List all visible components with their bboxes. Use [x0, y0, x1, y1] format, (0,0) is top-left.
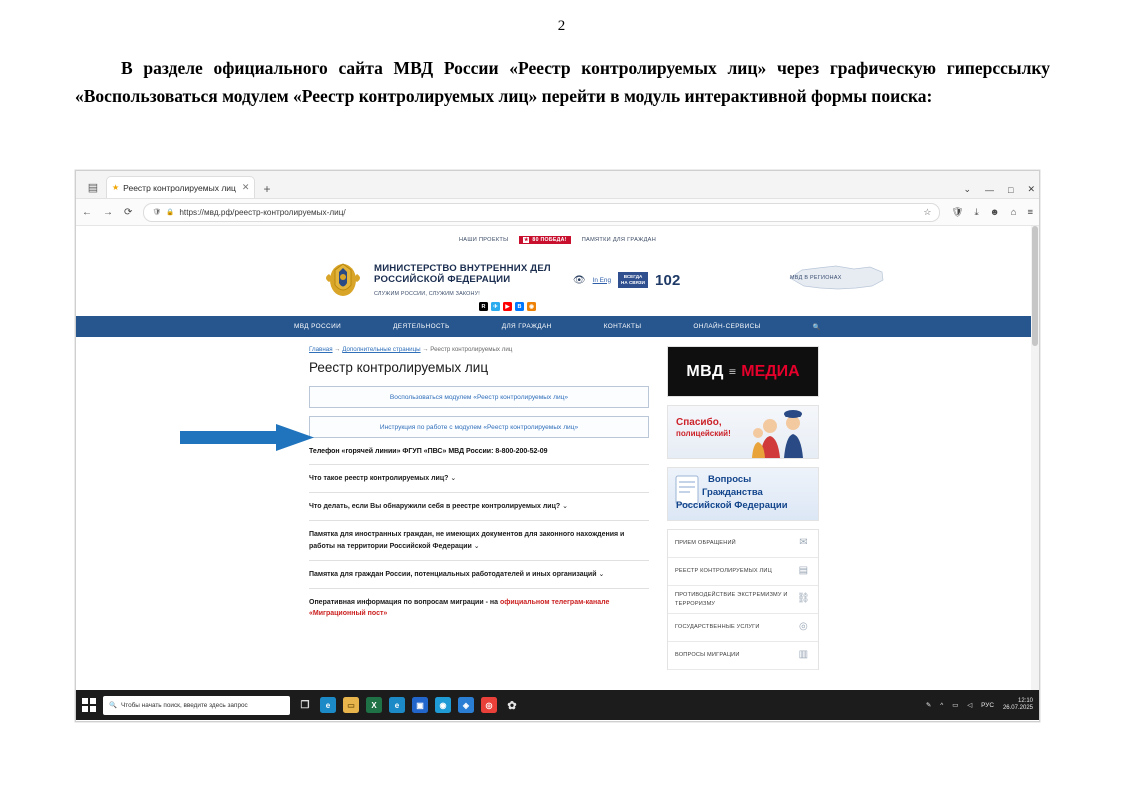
page-content [76, 337, 1039, 670]
toolbar-right-icons [951, 207, 1033, 218]
banner-citizenship-line-1: Вопросы [708, 474, 752, 485]
clock[interactable] [1003, 698, 1033, 713]
clock-date: 26.07.2025 [1002, 705, 1033, 711]
forward-icon[interactable]: → [103, 206, 113, 218]
network-icon[interactable]: ▭ [952, 702, 959, 709]
side-link-gosuslugi-label: ГОСУДАРСТВЕННЫЕ УСЛУГИ [675, 624, 760, 631]
annotation-arrow-icon [180, 424, 315, 451]
windows-taskbar [76, 690, 1039, 720]
home-icon[interactable]: ⌂ [1010, 206, 1017, 218]
rutube-icon[interactable]: R [479, 302, 488, 311]
banner-media-eq-icon: ≡ [728, 364, 737, 379]
side-link-extremism-label: ПРОТИВОДЕЙСТВИЕ ЭКСТРЕМИЗМУ И ТЕРРОРИЗМУ [675, 592, 788, 607]
main-column [309, 346, 649, 670]
menu-item-activity[interactable]: ДЕЯТЕЛЬНОСТЬ [393, 323, 450, 330]
chevron-down-icon: ⌄ [450, 475, 457, 482]
accordion-item-3[interactable] [309, 520, 649, 559]
banner-mvd-media[interactable] [667, 346, 819, 397]
settings-gear-icon[interactable]: ✿ [507, 699, 517, 712]
ok-icon[interactable]: ◉ [527, 302, 536, 311]
taskbar-search-input[interactable] [103, 696, 290, 715]
store-icon[interactable]: ▣ [412, 697, 428, 713]
banner-citizenship-line-2: Гражданства [702, 487, 763, 498]
banner-thanks-policeman[interactable] [667, 405, 819, 459]
side-link-appeals[interactable] [668, 530, 818, 558]
accordion-item-1[interactable] [309, 464, 649, 492]
search-icon[interactable]: 🔍 [812, 323, 821, 331]
side-link-registry-label: РЕЕСТР КОНТРОЛИРУЕМЫХ ЛИЦ [675, 568, 772, 575]
social-links [479, 302, 536, 311]
accessibility-eye-icon[interactable]: 👁 [572, 274, 586, 286]
language-indicator[interactable]: РУС [981, 701, 994, 709]
app-blue-2-icon[interactable]: ◈ [458, 697, 474, 713]
accordion-item-2[interactable] [309, 492, 649, 520]
always-line-1: ВСЕГДА [623, 274, 643, 280]
pen-icon[interactable]: ✎ [925, 702, 932, 709]
start-icon[interactable] [82, 698, 96, 712]
telegram-note-text: Оперативная информация по вопросам миграции - на [309, 598, 500, 606]
memo-link[interactable]: ПАМЯТКИ ДЛЯ ГРАЖДАН [581, 237, 657, 243]
banner-thanks-line-1: Спасибо, [676, 417, 722, 428]
banner-citizenship-line-3: Российской Федерации [676, 500, 788, 511]
lock-icon: 🔒 [166, 209, 175, 216]
address-bar[interactable] [143, 203, 940, 222]
document-paragraph: В разделе официального сайта МВД России «Реестр контролируемых лиц» через графическую гиперссылку «Воспользоваться модулем «Реестр контролируемых лиц» перейти в модуль интерактивной формы поиска: [75, 58, 1050, 106]
use-module-button[interactable]: Воспользоваться модулем «Реестр контролируемых лиц» [309, 386, 649, 408]
app-blue-icon[interactable]: ◉ [435, 697, 451, 713]
hotline-text: Телефон «горячей линии» ФГУП «ПВС» МВД России: 8-800-200-52-09 [309, 448, 548, 455]
window-menu-icon[interactable]: ⌄ [963, 184, 972, 194]
new-tab-button[interactable]: + [263, 182, 271, 196]
tab-favicon: ★ [112, 183, 120, 192]
emergency-phone: 102 [654, 271, 681, 289]
accordion-item-4[interactable] [309, 560, 649, 588]
page-title: Реестр контролируемых лиц [309, 360, 489, 375]
always-in-touch-badge[interactable] [618, 272, 648, 287]
youtube-icon[interactable]: ▶ [503, 302, 512, 311]
tab-close-icon[interactable]: ✕ [241, 182, 250, 192]
banner-thanks-line-2: полицейский! [676, 429, 731, 438]
downloads-icon[interactable]: ⤓ [974, 206, 979, 218]
side-link-extremism[interactable] [668, 586, 818, 614]
side-link-migration[interactable] [668, 642, 818, 670]
chevron-down-icon: ⌄ [473, 542, 480, 550]
taskbar-search-placeholder: Чтобы начать поиск, введите здесь запрос [120, 701, 248, 709]
side-link-registry[interactable] [668, 558, 818, 586]
search-icon: 🔍 [109, 702, 117, 709]
list-icon: ▤ [798, 565, 809, 577]
menu-item-contacts[interactable]: КОНТАКТЫ [603, 323, 642, 330]
handcuffs-icon: ⛓ [797, 593, 810, 605]
edge-legacy-icon[interactable]: e [389, 697, 405, 713]
side-links-list [667, 529, 819, 670]
scrollbar-thumb[interactable] [1032, 226, 1038, 346]
page-number: 2 [557, 18, 566, 34]
ministry-line-1: МИНИСТЕРСТВО ВНУТРЕННИХ ДЕЛ [374, 262, 551, 274]
header-tools [573, 272, 681, 289]
accordion-label-4: Памятка для граждан России, потенциальных работодателей и иных организаций [309, 570, 597, 578]
telegram-icon[interactable]: ✈ [491, 302, 500, 311]
chrome-icon[interactable]: ◎ [481, 697, 497, 713]
menu-item-mvd[interactable]: МВД РОССИИ [294, 323, 342, 330]
window-controls [963, 184, 1035, 195]
embedded-screenshot [75, 170, 1040, 722]
breadcrumb-sep-2: → [422, 346, 429, 353]
accordion-label-3: Памятка для иностранных граждан, не имеющих документов для законного нахождения и работы на территории Российской Федерации [309, 531, 625, 550]
privacy-shield-icon[interactable]: 🛡 [951, 206, 964, 218]
side-link-migration-label: ВОПРОСЫ МИГРАЦИИ [675, 652, 740, 659]
instruction-button[interactable]: Инструкция по работе с модулем «Реестр контролируемых лиц» [309, 416, 649, 438]
account-icon[interactable]: ☻ [989, 206, 1000, 218]
reload-icon[interactable]: ⟳ [124, 206, 133, 218]
side-column [667, 346, 819, 670]
vk-icon[interactable]: B [515, 302, 524, 311]
ministry-slogan: СЛУЖИМ РОССИИ, СЛУЖИМ ЗАКОНУ! [374, 291, 480, 298]
pobeda-icon: ★ [523, 237, 529, 243]
page-scrollbar[interactable] [1031, 226, 1039, 690]
breadcrumb-home[interactable]: Главная [309, 346, 333, 353]
chevron-down-icon: ⌄ [562, 503, 568, 511]
pobeda-badge[interactable] [519, 236, 570, 244]
pobeda-label: 80 ПОБЕДА! [532, 237, 567, 243]
system-tray [926, 698, 1033, 713]
regions-label: МВД В РЕГИОНАХ [790, 275, 842, 281]
chevron-down-icon: ⌄ [598, 570, 605, 578]
ministry-name [374, 263, 551, 298]
chevron-up-icon[interactable]: ^ [940, 701, 944, 709]
regions-map[interactable] [784, 256, 889, 300]
tab-list-icon[interactable]: ▤ [87, 181, 99, 194]
url-text: https://мвд.рф/реестр-контролируемых-лиц/ [179, 207, 346, 217]
back-icon[interactable]: ← [82, 206, 92, 218]
telegram-note-link[interactable]: официальном телеграм-канале «Миграционный пост» [309, 598, 610, 618]
our-projects-link[interactable]: НАШИ ПРОЕКТЫ [458, 237, 509, 243]
menu-item-citizens[interactable]: ДЛЯ ГРАЖДАН [501, 323, 552, 330]
tab-title: Реестр контролируемых лиц [123, 182, 236, 193]
banner-media-right: МЕДИА [741, 362, 800, 380]
banner-citizenship[interactable] [667, 467, 819, 521]
excel-icon[interactable]: X [366, 697, 382, 713]
english-version-link[interactable]: In Eng [592, 276, 612, 284]
window-minimize-icon[interactable]: — [985, 184, 995, 195]
page-viewport [76, 226, 1039, 690]
breadcrumb-sep-1: → [334, 346, 341, 353]
task-view-icon[interactable]: ❐ [300, 699, 310, 711]
window-maximize-icon[interactable]: □ [1008, 184, 1014, 195]
accordion-label-2: Что делать, если Вы обнаружили себя в реестре контролируемых лиц? [309, 503, 561, 511]
envelope-icon: ✉ [799, 537, 808, 549]
passport-icon: ▥ [798, 649, 809, 661]
stamp-icon: ◎ [799, 621, 808, 633]
accordion-label-1: Что такое реестр контролируемых лиц? [309, 475, 449, 482]
menu-item-online-services[interactable]: ОНЛАЙН-СЕРВИСЫ [693, 323, 761, 330]
shield-icon: 🛡 [152, 209, 162, 216]
breadcrumb [309, 346, 649, 353]
browser-tab-bar [76, 171, 1039, 199]
volume-icon[interactable]: ◁ [967, 702, 973, 709]
ministry-line-2: РОССИЙСКОЙ ФЕДЕРАЦИИ [374, 274, 511, 285]
breadcrumb-current: Реестр контролируемых лиц [430, 346, 513, 353]
browser-menu-icon[interactable]: ≡ [1027, 206, 1033, 218]
bookmark-star-icon[interactable]: ☆ [923, 206, 932, 217]
browser-toolbar [76, 199, 1039, 226]
site-top-strip [76, 226, 1039, 248]
always-line-2: НА СВЯЗИ [621, 280, 645, 285]
telegram-note [309, 588, 649, 619]
side-link-gosuslugi[interactable] [668, 614, 818, 642]
side-link-appeals-label: ПРИЕМ ОБРАЩЕНИЙ [675, 540, 736, 547]
file-explorer-icon[interactable]: ▭ [343, 697, 359, 713]
window-close-icon[interactable]: ✕ [1027, 184, 1035, 194]
clock-time: 12:10 [1017, 697, 1033, 704]
breadcrumb-extra[interactable]: Дополнительные страницы [342, 346, 421, 353]
site-main-menu [76, 316, 1039, 337]
edge-icon[interactable]: e [320, 697, 336, 713]
browser-tab[interactable] [106, 176, 255, 198]
mvd-emblem-icon [321, 258, 365, 302]
site-header [76, 248, 1039, 316]
banner-media-left: МВД [686, 362, 724, 380]
